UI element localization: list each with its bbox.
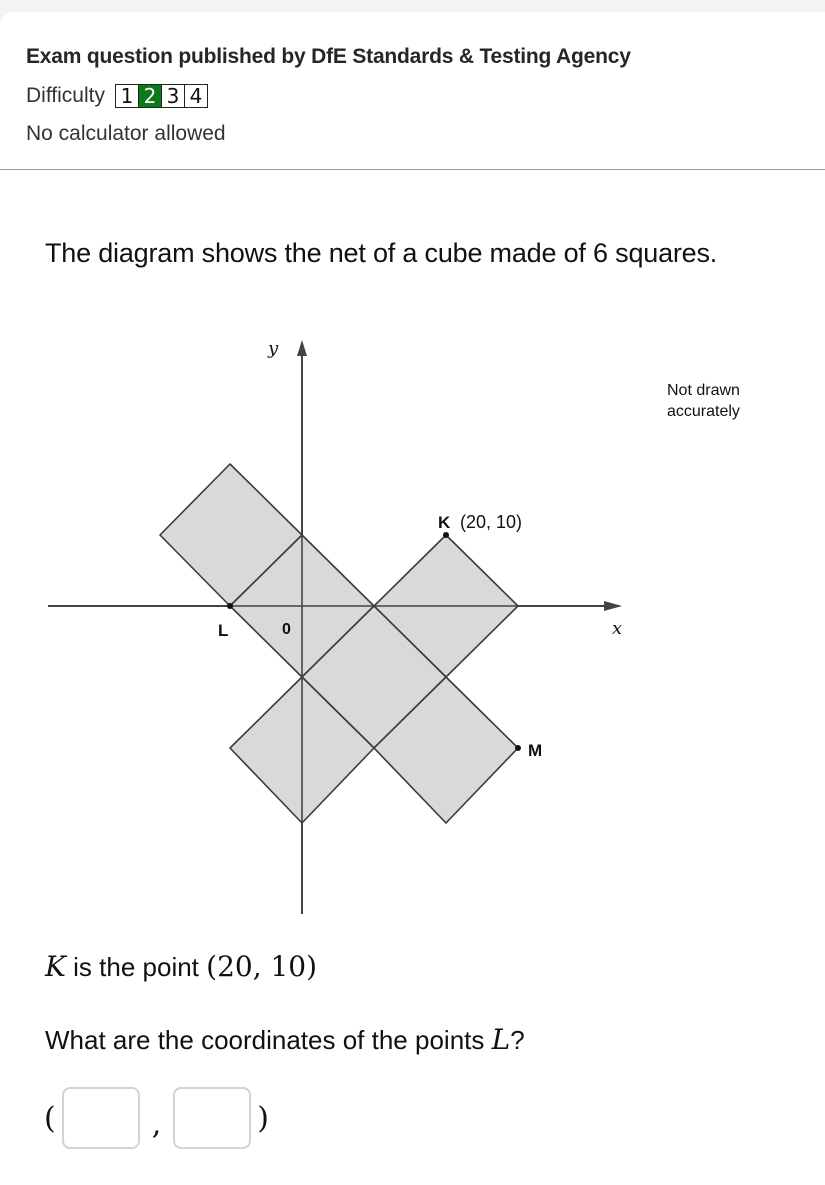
point-m-label: M [528, 741, 543, 760]
point-m-dot [515, 745, 521, 751]
not-drawn-line-2: accurately [667, 403, 740, 420]
answer-open-paren: ( [44, 1100, 56, 1136]
source-attribution: Exam question published by DfE Standards & Testing Agency [26, 45, 631, 68]
x-axis-arrow [604, 601, 622, 611]
question-header [26, 42, 806, 148]
point-l-label: L [218, 621, 229, 640]
answer-separator: , [151, 1106, 162, 1142]
x-axis-label: x [612, 618, 623, 639]
k-coordinates: (20, 10) [206, 950, 318, 983]
prompt-end: ? [510, 1025, 525, 1055]
difficulty-level-2: 2 [139, 85, 162, 107]
point-k-dot [443, 532, 449, 538]
not-drawn-note [667, 380, 740, 422]
header-divider [0, 169, 825, 170]
k-statement-text: is the point [73, 952, 199, 982]
difficulty-label: Difficulty [26, 84, 105, 107]
point-k-coords: (20, 10) [460, 512, 523, 532]
question-prompt [45, 1023, 525, 1056]
difficulty-row [26, 82, 806, 110]
question-intro: The diagram shows the net of a cube made of 6 squares. [45, 238, 718, 268]
answer-close-paren: ) [257, 1100, 269, 1136]
k-point-statement [45, 950, 317, 983]
difficulty-level-4: 4 [189, 84, 203, 108]
origin-label: 0 [282, 621, 291, 638]
difficulty-level-1: 1 [116, 85, 139, 107]
not-drawn-line-1: Not drawn [667, 382, 740, 399]
y-axis-arrow [297, 340, 307, 356]
k-variable: K [45, 950, 66, 983]
prompt-text: What are the coordinates of the points [45, 1025, 485, 1055]
prompt-variable: L [491, 1023, 511, 1056]
answer-x-input[interactable] [62, 1087, 140, 1149]
difficulty-level-3: 3 [162, 85, 185, 107]
calculator-note: No calculator allowed [26, 122, 226, 145]
answer-row [44, 1085, 269, 1151]
point-k-label: K [438, 513, 451, 532]
point-l-dot [227, 603, 233, 609]
y-axis-label: y [268, 338, 279, 359]
difficulty-scale [115, 84, 208, 108]
answer-y-input[interactable] [173, 1087, 251, 1149]
